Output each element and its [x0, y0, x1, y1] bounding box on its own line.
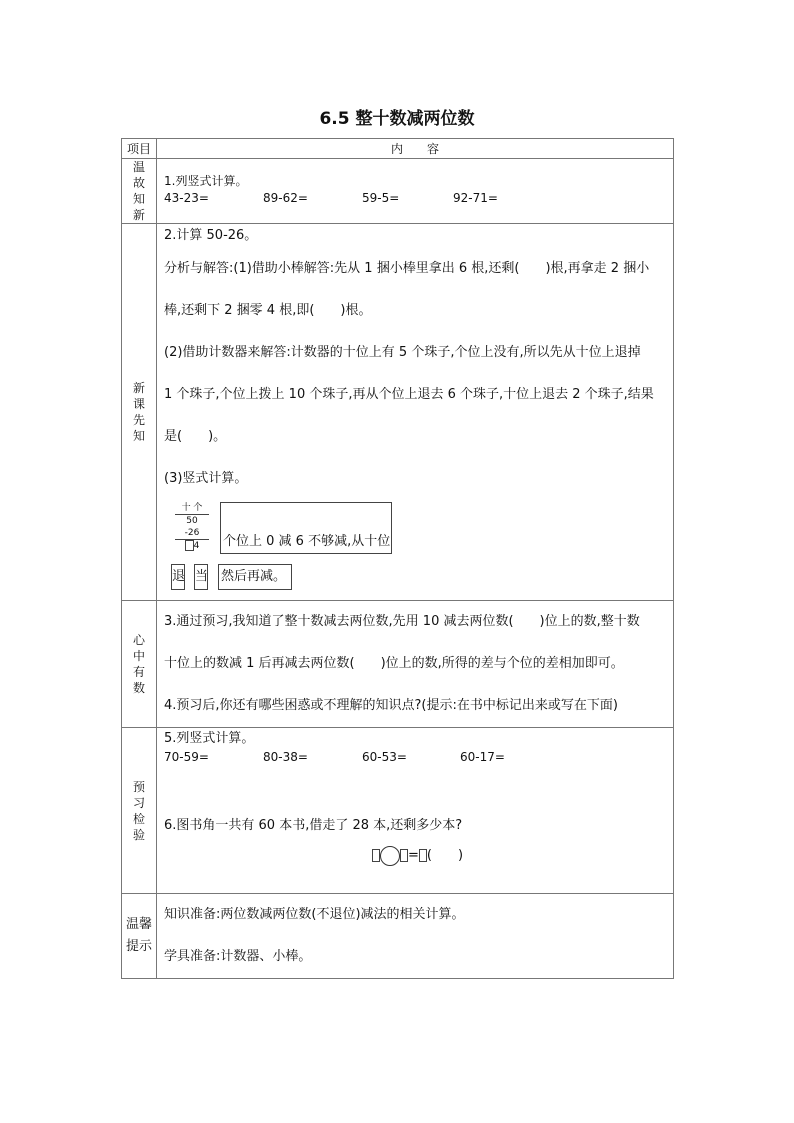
blank-box[interactable]	[419, 849, 427, 862]
row-mind	[122, 601, 674, 728]
column-result: 4	[174, 540, 210, 552]
question-4: 4.预习后,你还有哪些困惑或不理解的知识点?(提示:在书中标记出来或写在下面)	[164, 698, 618, 713]
label-mind: 心中有数	[122, 601, 157, 728]
tail-box: 然后再减。	[218, 564, 292, 590]
calc-row-check	[164, 750, 667, 764]
page-title: 6.5 整十数减两位数	[319, 109, 475, 129]
explanation-text: 个位上 0 减 6 不够减,从十位	[223, 534, 391, 549]
calc-item: 60-53=	[362, 750, 407, 764]
label-check: 预习检验	[122, 728, 157, 894]
explanation-box	[220, 502, 392, 554]
paragraph-1b: 棒,还剩下 2 捆零 4 根,即( )根。	[164, 303, 372, 318]
content-review	[157, 159, 674, 224]
column-calc-area	[164, 502, 667, 598]
blank-box[interactable]	[185, 540, 194, 551]
operator-circle[interactable]	[380, 846, 400, 866]
calc-item: 43-23=	[164, 191, 209, 205]
calc-item: 89-62=	[263, 191, 308, 205]
paragraph-1a: 分析与解答:(1)借助小棒解答:先从 1 捆小棒里拿出 6 根,还剩( )根,再拿走 2 捆小	[164, 261, 650, 276]
content-check	[157, 728, 674, 894]
question-6: 6.图书角一共有 60 本书,借走了 28 本,还剩多少本?	[164, 818, 463, 833]
question-3a: 3.通过预习,我知道了整十数减去两位数,先用 10 减去两位数( )位上的数,整十数	[164, 614, 640, 629]
row-check	[122, 728, 674, 894]
paragraph-3: (3)竖式计算。	[164, 471, 248, 486]
calc-item: 59-5=	[362, 191, 400, 205]
question-5: 5.列竖式计算。	[164, 731, 255, 746]
box-dang: 当	[194, 564, 208, 590]
paragraph-2a: (2)借助计数器来解答:计数器的十位上有 5 个珠子,个位上没有,所以先从十位上退掉	[164, 345, 641, 360]
column-sub: -26	[184, 528, 200, 538]
paragraph-2b: 1 个珠子,个位上拨上 10 个珠子,再从个位上退去 6 个珠子,十位上退去 2 个珠子,结果	[164, 387, 654, 402]
content-preview	[157, 224, 674, 601]
row-tips	[122, 894, 674, 979]
equation-6: = ( )	[372, 844, 463, 866]
row-review	[122, 159, 674, 224]
question-1: 1.列竖式计算。	[164, 174, 248, 188]
column-top: 50	[186, 516, 198, 526]
column-head: 十 个	[181, 503, 203, 513]
answer-paren: ( )	[426, 848, 464, 863]
calc-item: 60-17=	[460, 750, 505, 764]
label-tips: 温馨提示	[122, 894, 157, 979]
label-review: 温故知新	[122, 159, 157, 224]
paragraph-2c: 是( )。	[164, 429, 227, 444]
content-tips	[157, 894, 674, 979]
calc-item: 80-38=	[263, 750, 308, 764]
calc-row-review	[164, 191, 667, 205]
calc-item: 92-71=	[453, 191, 498, 205]
tip-knowledge: 知识准备:两位数减两位数(不退位)减法的相关计算。	[164, 907, 465, 922]
box-tui: 退	[171, 564, 185, 590]
tip-tools: 学具准备:计数器、小棒。	[164, 949, 312, 964]
equation-row	[164, 844, 667, 870]
header-content: 内 容	[157, 139, 674, 159]
table-header-row	[122, 139, 674, 159]
blank-box[interactable]	[372, 849, 380, 862]
question-3b: 十位上的数减 1 后再减去两位数( )位上的数,所得的差与个位的差相加即可。	[164, 656, 624, 671]
label-preview: 新课先知	[122, 224, 157, 601]
content-mind	[157, 601, 674, 728]
question-2: 2.计算 50-26。	[164, 228, 258, 243]
calc-item: 70-59=	[164, 750, 209, 764]
row-preview	[122, 224, 674, 601]
column-form	[174, 502, 210, 552]
blank-box[interactable]	[400, 849, 408, 862]
header-project: 项目	[122, 139, 157, 159]
worksheet-table	[121, 138, 674, 979]
